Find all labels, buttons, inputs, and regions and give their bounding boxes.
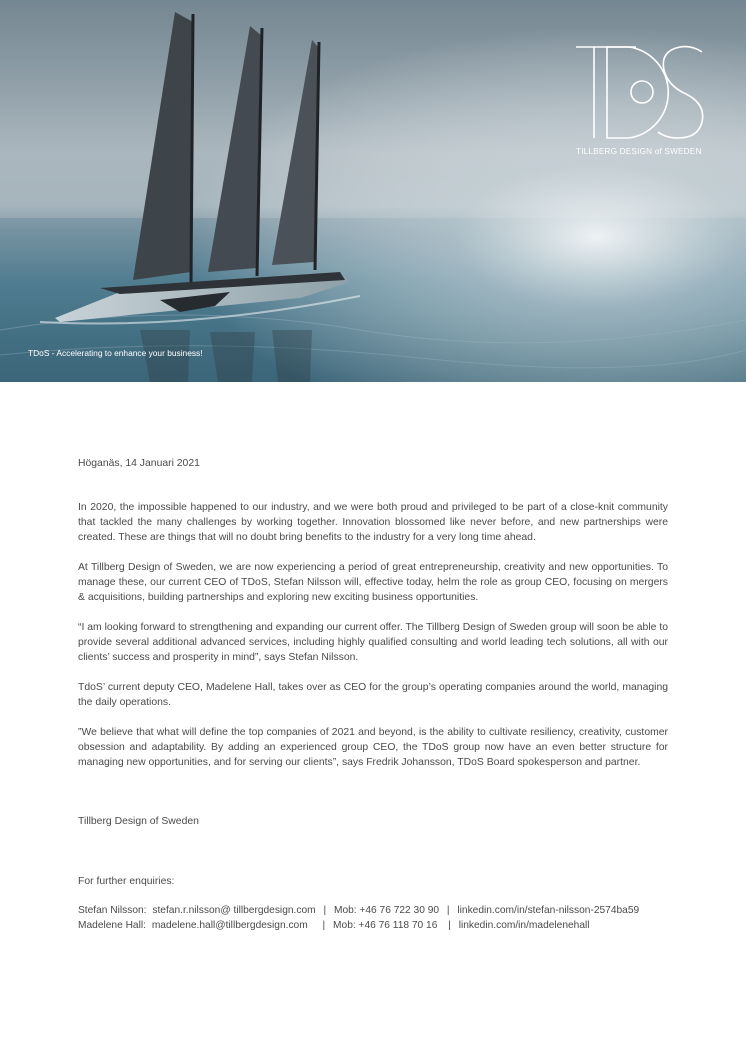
logo-caption: TILLBERG DESIGN of SWEDEN <box>576 147 702 156</box>
contact-email[interactable]: madelene.hall@tillbergdesign.com <box>151 920 308 931</box>
separator: | <box>446 905 450 916</box>
paragraph-intro: In 2020, the impossible happened to our industry, and we were both proud and privileged to be part of a close-knit community that tackled the many challenges by working together. Innovation blossomed like never before, and new partnerships were created. These are things that will no doubt bring benefits to the industry for a very long time ahead. <box>78 502 668 543</box>
contact-name: Stefan Nilsson: <box>78 905 147 916</box>
contact-email[interactable]: stefan.r.nilsson@ tillbergdesign.com <box>152 905 316 916</box>
separator: | <box>323 905 327 916</box>
contact-row-stefan <box>78 904 639 919</box>
letter-signature: Tillberg Design of Sweden <box>78 816 199 827</box>
paragraph-stefan-quote: “I am looking forward to strengthening and expanding our current offer. The Tillberg Design of Sweden group will soon be able to provide several additional advanced services, including highly qualified consulting and world leading tech solutions, all with our clients’ success and prosperity in mind”, says Stefan Nilsson. <box>78 622 668 663</box>
tdos-logo <box>574 44 710 140</box>
tdos-logo-mark <box>574 44 710 140</box>
separator: | <box>322 920 326 931</box>
contact-mobile: Mob: +46 76 118 70 16 <box>333 920 438 931</box>
paragraph-deputy-ceo: TdoS’ current deputy CEO, Madelene Hall, takes over as CEO for the group’s operating companies around the world, managing the daily operations. <box>78 682 668 708</box>
hero-banner <box>0 0 746 382</box>
contact-name: Madelene Hall: <box>78 920 146 931</box>
letter-date: Höganäs, 14 Januari 2021 <box>78 458 200 469</box>
contact-linkedin[interactable]: linkedin.com/in/madelenehall <box>458 920 590 931</box>
paragraph-board-quote: ”We believe that what will define the top companies of 2021 and beyond, is the ability to cultivate resiliency, creativity, customer obsession and adaptability. By adding an experienced group CEO, the TDoS group now have an even better structure for managing new opportunities, and for serving our clients”, says Fredrik Johansson, TDoS Board spokesperson and partner. <box>78 727 668 768</box>
enquiries-label: For further enquiries: <box>78 876 175 887</box>
hero-caption: TDoS - Accelerating to enhance your business! <box>28 348 203 358</box>
contact-row-madelene <box>78 919 590 934</box>
contact-mobile: Mob: +46 76 722 30 90 <box>333 905 440 916</box>
separator: | <box>448 920 451 931</box>
paragraph-ceo-appointment: At Tillberg Design of Sweden, we are now experiencing a period of great entrepreneurship, creativity and new opportunities. To manage these, our current CEO of TDoS, Stefan Nilsson will, effective today, helm the role as group CEO, focusing on mergers & acquisitions, building partnerships and exploring new exciting business opportunities. <box>78 562 668 603</box>
contact-linkedin[interactable]: linkedin.com/in/stefan-nilsson-2574ba59 <box>457 905 640 916</box>
